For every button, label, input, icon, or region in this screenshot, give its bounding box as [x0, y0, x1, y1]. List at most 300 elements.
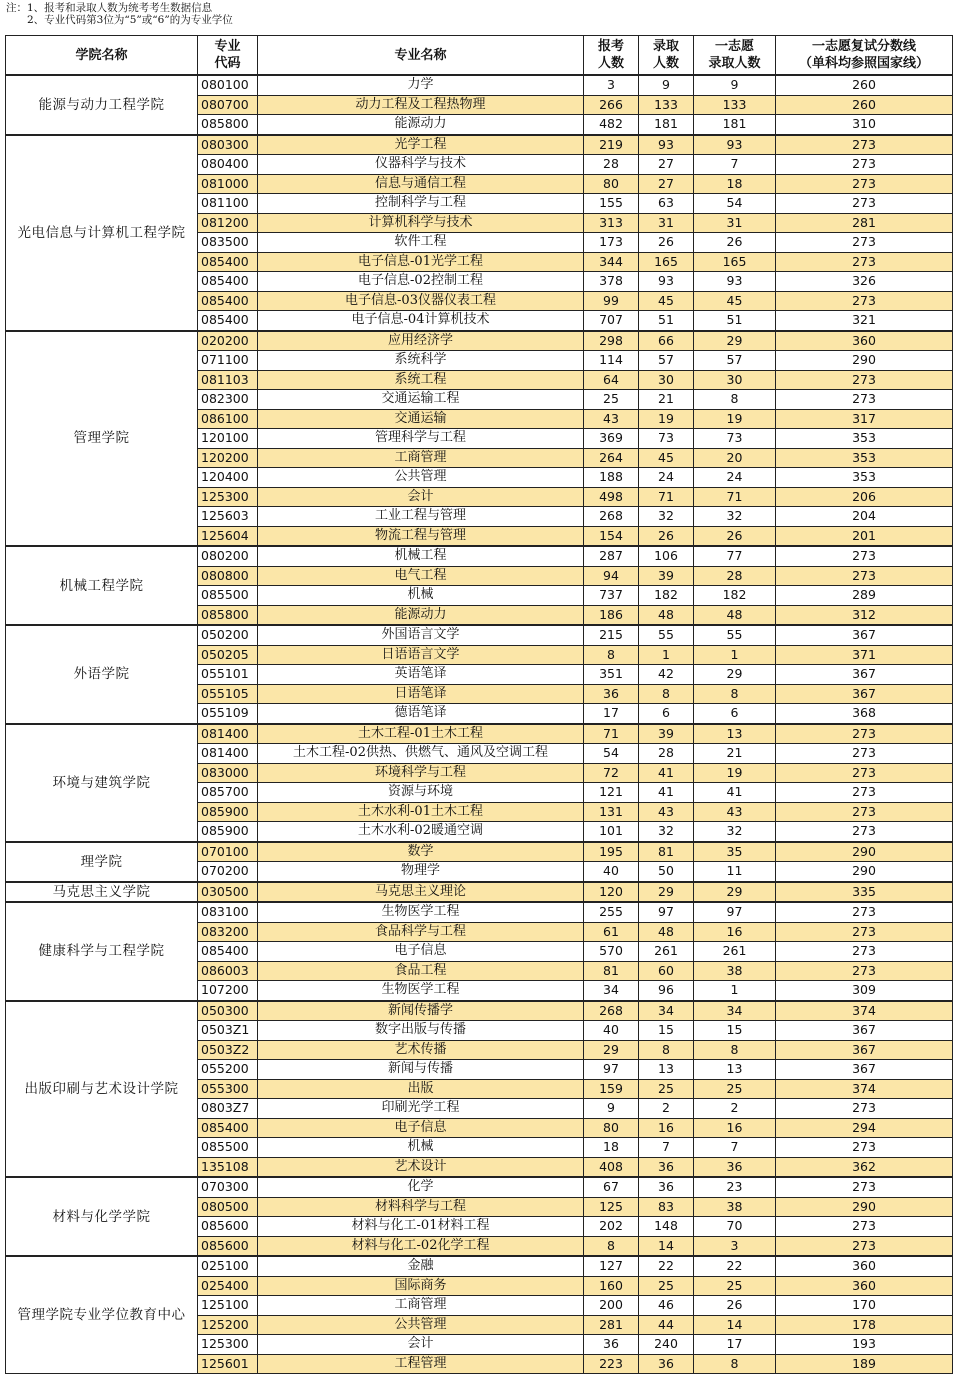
major-code: 055105: [198, 684, 258, 704]
admitted-count: 71: [639, 487, 694, 507]
admitted-count: 25: [639, 1276, 694, 1296]
admitted-count: 29: [639, 882, 694, 903]
major-code: 125200: [198, 1315, 258, 1335]
major-name: 金融: [258, 1256, 584, 1276]
first-choice-count: 8: [694, 1040, 776, 1060]
score-line: 371: [776, 645, 953, 665]
applicants-count: 266: [584, 95, 639, 115]
major-code: 085900: [198, 802, 258, 822]
admitted-count: 32: [639, 822, 694, 842]
score-line: 273: [776, 1177, 953, 1197]
major-name: 会计: [258, 487, 584, 507]
major-name: 电气工程: [258, 566, 584, 586]
score-line: 353: [776, 468, 953, 488]
admitted-count: 165: [639, 252, 694, 272]
table-row: [6, 1177, 953, 1197]
major-name: 应用经济学: [258, 331, 584, 351]
admitted-count: 240: [639, 1335, 694, 1355]
admitted-count: 73: [639, 429, 694, 449]
first-choice-count: 93: [694, 135, 776, 155]
first-choice-count: 34: [694, 1001, 776, 1021]
admitted-count: 60: [639, 961, 694, 981]
first-choice-count: 23: [694, 1177, 776, 1197]
major-name: 电子信息-02控制工程: [258, 272, 584, 292]
major-code: 083100: [198, 902, 258, 922]
admitted-count: 51: [639, 311, 694, 331]
major-code: 081400: [198, 744, 258, 764]
major-name: 公共管理: [258, 468, 584, 488]
major-name: 出版: [258, 1079, 584, 1099]
admitted-count: 261: [639, 942, 694, 962]
first-choice-count: 55: [694, 625, 776, 645]
major-name: 新闻与传播: [258, 1060, 584, 1080]
admitted-count: 96: [639, 981, 694, 1001]
major-code: 086100: [198, 409, 258, 429]
major-name: 英语笔译: [258, 665, 584, 685]
admitted-count: 27: [639, 155, 694, 175]
major-name: 印刷光学工程: [258, 1099, 584, 1119]
first-choice-count: 14: [694, 1315, 776, 1335]
score-line: 273: [776, 744, 953, 764]
applicants-count: 25: [584, 390, 639, 410]
admitted-count: 93: [639, 272, 694, 292]
college-name: 管理学院: [6, 331, 198, 547]
table-row: [6, 625, 953, 645]
admitted-count: 26: [639, 526, 694, 546]
first-choice-count: 24: [694, 468, 776, 488]
first-choice-count: 9: [694, 75, 776, 95]
score-line: 170: [776, 1296, 953, 1316]
applicants-count: 121: [584, 783, 639, 803]
major-code: 086003: [198, 961, 258, 981]
first-choice-count: 29: [694, 331, 776, 351]
applicants-count: 570: [584, 942, 639, 962]
major-name: 信息与通信工程: [258, 174, 584, 194]
first-choice-count: 43: [694, 802, 776, 822]
score-line: 312: [776, 605, 953, 625]
applicants-count: 67: [584, 1177, 639, 1197]
major-code: 085400: [198, 291, 258, 311]
first-choice-count: 19: [694, 763, 776, 783]
applicants-count: 94: [584, 566, 639, 586]
table-row: [6, 331, 953, 351]
score-line: 273: [776, 174, 953, 194]
admitted-count: 45: [639, 448, 694, 468]
applicants-count: 72: [584, 763, 639, 783]
first-choice-count: 57: [694, 351, 776, 371]
header-score-line: 一志愿复试分数线 （单科均参照国家线）: [776, 36, 953, 76]
applicants-count: 80: [584, 174, 639, 194]
major-name: 马克思主义理论: [258, 882, 584, 903]
admitted-count: 21: [639, 390, 694, 410]
score-line: 367: [776, 1060, 953, 1080]
admitted-count: 42: [639, 665, 694, 685]
college-name: 材料与化学学院: [6, 1177, 198, 1256]
table-row: [6, 135, 953, 155]
applicants-count: 264: [584, 448, 639, 468]
applicants-count: 186: [584, 605, 639, 625]
first-choice-count: 8: [694, 1354, 776, 1374]
first-choice-count: 6: [694, 704, 776, 724]
first-choice-count: 3: [694, 1236, 776, 1256]
admitted-count: 36: [639, 1157, 694, 1177]
first-choice-count: 29: [694, 665, 776, 685]
first-choice-count: 26: [694, 233, 776, 253]
applicants-count: 498: [584, 487, 639, 507]
applicants-count: 29: [584, 1040, 639, 1060]
applicants-count: 101: [584, 822, 639, 842]
college-name: 出版印刷与艺术设计学院: [6, 1001, 198, 1178]
applicants-count: 99: [584, 291, 639, 311]
major-code: 085900: [198, 822, 258, 842]
admitted-count: 46: [639, 1296, 694, 1316]
first-choice-count: 30: [694, 370, 776, 390]
admitted-count: 27: [639, 174, 694, 194]
score-line: 273: [776, 1099, 953, 1119]
major-code: 050200: [198, 625, 258, 645]
applicants-count: 61: [584, 922, 639, 942]
first-choice-count: 11: [694, 862, 776, 882]
score-line: 367: [776, 625, 953, 645]
admitted-count: 15: [639, 1021, 694, 1041]
first-choice-count: 38: [694, 1197, 776, 1217]
major-code: 0503Z2: [198, 1040, 258, 1060]
major-code: 082300: [198, 390, 258, 410]
first-choice-count: 19: [694, 409, 776, 429]
admitted-count: 63: [639, 194, 694, 214]
major-code: 120400: [198, 468, 258, 488]
major-code: 0503Z1: [198, 1021, 258, 1041]
applicants-count: 482: [584, 115, 639, 135]
major-code: 125100: [198, 1296, 258, 1316]
applicants-count: 36: [584, 1335, 639, 1355]
first-choice-count: 41: [694, 783, 776, 803]
major-name: 日语语言文学: [258, 645, 584, 665]
major-name: 电子信息: [258, 1118, 584, 1138]
first-choice-count: 13: [694, 724, 776, 744]
college-name: 环境与建筑学院: [6, 724, 198, 842]
first-choice-count: 38: [694, 961, 776, 981]
first-choice-count: 22: [694, 1256, 776, 1276]
score-line: 290: [776, 1197, 953, 1217]
first-choice-count: 261: [694, 942, 776, 962]
major-name: 控制科学与工程: [258, 194, 584, 214]
admitted-count: 31: [639, 213, 694, 233]
admitted-count: 13: [639, 1060, 694, 1080]
major-code: 085400: [198, 272, 258, 292]
applicants-count: 313: [584, 213, 639, 233]
applicants-count: 378: [584, 272, 639, 292]
major-code: 080800: [198, 566, 258, 586]
score-line: 273: [776, 942, 953, 962]
major-name: 艺术传播: [258, 1040, 584, 1060]
applicants-count: 351: [584, 665, 639, 685]
admitted-count: 8: [639, 684, 694, 704]
admitted-count: 6: [639, 704, 694, 724]
major-code: 080200: [198, 546, 258, 566]
major-name: 电子信息-04计算机技术: [258, 311, 584, 331]
major-name: 交通运输工程: [258, 390, 584, 410]
major-code: 081000: [198, 174, 258, 194]
applicants-count: 737: [584, 586, 639, 606]
major-code: 055109: [198, 704, 258, 724]
score-line: 273: [776, 291, 953, 311]
applicants-count: 369: [584, 429, 639, 449]
applicants-count: 219: [584, 135, 639, 155]
major-name: 艺术设计: [258, 1157, 584, 1177]
major-code: 125300: [198, 487, 258, 507]
admitted-count: 182: [639, 586, 694, 606]
table-row: [6, 882, 953, 903]
major-name: 能源动力: [258, 605, 584, 625]
applicants-count: 154: [584, 526, 639, 546]
major-name: 计算机科学与技术: [258, 213, 584, 233]
admitted-count: 43: [639, 802, 694, 822]
major-name: 力学: [258, 75, 584, 95]
header-row: [6, 36, 953, 76]
first-choice-count: 18: [694, 174, 776, 194]
college-name: 健康科学与工程学院: [6, 902, 198, 1001]
table-row: [6, 724, 953, 744]
first-choice-count: 8: [694, 684, 776, 704]
applicants-count: 9: [584, 1099, 639, 1119]
score-line: 368: [776, 704, 953, 724]
first-choice-count: 77: [694, 546, 776, 566]
major-name: 电子信息-01光学工程: [258, 252, 584, 272]
major-code: 080400: [198, 155, 258, 175]
major-name: 生物医学工程: [258, 902, 584, 922]
applicants-count: 127: [584, 1256, 639, 1276]
table-row: [6, 842, 953, 862]
admitted-count: 181: [639, 115, 694, 135]
major-name: 会计: [258, 1335, 584, 1355]
score-line: 273: [776, 370, 953, 390]
first-choice-count: 36: [694, 1157, 776, 1177]
score-line: 367: [776, 1021, 953, 1041]
applicants-count: 287: [584, 546, 639, 566]
score-line: 362: [776, 1157, 953, 1177]
score-line: 360: [776, 331, 953, 351]
applicants-count: 28: [584, 155, 639, 175]
score-line: 374: [776, 1001, 953, 1021]
applicants-count: 215: [584, 625, 639, 645]
applicants-count: 159: [584, 1079, 639, 1099]
note-line-1: 注：1、报考和录取人数为统考考生数据信息: [6, 2, 213, 14]
applicants-count: 80: [584, 1118, 639, 1138]
major-code: 055200: [198, 1060, 258, 1080]
applicants-count: 255: [584, 902, 639, 922]
college-name: 能源与动力工程学院: [6, 75, 198, 135]
first-choice-count: 32: [694, 507, 776, 527]
major-code: 125601: [198, 1354, 258, 1374]
admitted-count: 83: [639, 1197, 694, 1217]
applicants-count: 188: [584, 468, 639, 488]
major-code: 083200: [198, 922, 258, 942]
major-code: 081100: [198, 194, 258, 214]
major-code: 085500: [198, 586, 258, 606]
admissions-table: [5, 35, 953, 1374]
first-choice-count: 29: [694, 882, 776, 903]
score-line: 289: [776, 586, 953, 606]
first-choice-count: 31: [694, 213, 776, 233]
admitted-count: 26: [639, 233, 694, 253]
score-line: 367: [776, 1040, 953, 1060]
first-choice-count: 182: [694, 586, 776, 606]
major-name: 土木工程-02供热、供燃气、通风及空调工程: [258, 744, 584, 764]
score-line: 273: [776, 802, 953, 822]
applicants-count: 131: [584, 802, 639, 822]
major-name: 电子信息: [258, 942, 584, 962]
score-line: 273: [776, 922, 953, 942]
score-line: 309: [776, 981, 953, 1001]
first-choice-count: 2: [694, 1099, 776, 1119]
admitted-count: 39: [639, 724, 694, 744]
admitted-count: 9: [639, 75, 694, 95]
header-admitted: 录取 人数: [639, 36, 694, 76]
score-line: 201: [776, 526, 953, 546]
major-name: 外国语言文学: [258, 625, 584, 645]
major-name: 机械: [258, 586, 584, 606]
major-name: 光学工程: [258, 135, 584, 155]
first-choice-count: 70: [694, 1217, 776, 1237]
score-line: 273: [776, 194, 953, 214]
major-code: 070300: [198, 1177, 258, 1197]
major-code: 083000: [198, 763, 258, 783]
major-code: 085600: [198, 1236, 258, 1256]
score-line: 204: [776, 507, 953, 527]
major-name: 机械工程: [258, 546, 584, 566]
first-choice-count: 35: [694, 842, 776, 862]
first-choice-count: 181: [694, 115, 776, 135]
major-code: 070200: [198, 862, 258, 882]
applicants-count: 81: [584, 961, 639, 981]
admitted-count: 1: [639, 645, 694, 665]
first-choice-count: 1: [694, 981, 776, 1001]
admitted-count: 34: [639, 1001, 694, 1021]
applicants-count: 97: [584, 1060, 639, 1080]
admitted-count: 19: [639, 409, 694, 429]
score-line: 273: [776, 252, 953, 272]
admitted-count: 66: [639, 331, 694, 351]
major-code: 080700: [198, 95, 258, 115]
first-choice-count: 20: [694, 448, 776, 468]
first-choice-count: 17: [694, 1335, 776, 1355]
applicants-count: 344: [584, 252, 639, 272]
score-line: 290: [776, 862, 953, 882]
major-code: 120100: [198, 429, 258, 449]
score-line: 273: [776, 724, 953, 744]
admitted-count: 48: [639, 922, 694, 942]
major-name: 工商管理: [258, 448, 584, 468]
admitted-count: 55: [639, 625, 694, 645]
college-name: 机械工程学院: [6, 546, 198, 625]
first-choice-count: 73: [694, 429, 776, 449]
major-code: 0803Z7: [198, 1099, 258, 1119]
note-line-2: 2、专业代码第3位为“5”或“6”的为专业学位: [6, 14, 233, 26]
score-line: 353: [776, 429, 953, 449]
major-code: 081400: [198, 724, 258, 744]
first-choice-count: 32: [694, 822, 776, 842]
score-line: 353: [776, 448, 953, 468]
score-line: 321: [776, 311, 953, 331]
admitted-count: 32: [639, 507, 694, 527]
score-line: 273: [776, 566, 953, 586]
admitted-count: 81: [639, 842, 694, 862]
score-line: 273: [776, 233, 953, 253]
major-name: 环境科学与工程: [258, 763, 584, 783]
score-line: 273: [776, 1138, 953, 1158]
score-line: 189: [776, 1354, 953, 1374]
score-line: 193: [776, 1335, 953, 1355]
major-code: 085400: [198, 1118, 258, 1138]
header-major: 专业名称: [258, 36, 584, 76]
score-line: 273: [776, 390, 953, 410]
score-line: 335: [776, 882, 953, 903]
first-choice-count: 21: [694, 744, 776, 764]
score-line: 360: [776, 1256, 953, 1276]
major-code: 025100: [198, 1256, 258, 1276]
major-code: 083500: [198, 233, 258, 253]
major-name: 土木工程-01土木工程: [258, 724, 584, 744]
major-name: 德语笔译: [258, 704, 584, 724]
applicants-count: 3: [584, 75, 639, 95]
major-name: 日语笔译: [258, 684, 584, 704]
major-code: 125300: [198, 1335, 258, 1355]
major-code: 085400: [198, 311, 258, 331]
applicants-count: 8: [584, 645, 639, 665]
major-code: 085500: [198, 1138, 258, 1158]
admitted-count: 2: [639, 1099, 694, 1119]
major-name: 系统科学: [258, 351, 584, 371]
applicants-count: 707: [584, 311, 639, 331]
first-choice-count: 16: [694, 922, 776, 942]
table-row: [6, 546, 953, 566]
major-name: 食品科学与工程: [258, 922, 584, 942]
applicants-count: 17: [584, 704, 639, 724]
applicants-count: 408: [584, 1157, 639, 1177]
applicants-count: 125: [584, 1197, 639, 1217]
applicants-count: 268: [584, 507, 639, 527]
major-code: 070100: [198, 842, 258, 862]
major-name: 动力工程及工程热物理: [258, 95, 584, 115]
score-line: 260: [776, 95, 953, 115]
header-college: 学院名称: [6, 36, 198, 76]
score-line: 273: [776, 961, 953, 981]
college-name: 管理学院专业学位教育中心: [6, 1256, 198, 1374]
header-applicants: 报考 人数: [584, 36, 639, 76]
major-name: 资源与环境: [258, 783, 584, 803]
major-name: 电子信息-03仪器仪表工程: [258, 291, 584, 311]
score-line: 273: [776, 783, 953, 803]
first-choice-count: 26: [694, 526, 776, 546]
admitted-count: 106: [639, 546, 694, 566]
score-line: 360: [776, 1276, 953, 1296]
applicants-count: 34: [584, 981, 639, 1001]
applicants-count: 43: [584, 409, 639, 429]
major-code: 085800: [198, 115, 258, 135]
first-choice-count: 71: [694, 487, 776, 507]
major-code: 050300: [198, 1001, 258, 1021]
major-code: 080300: [198, 135, 258, 155]
applicants-count: 298: [584, 331, 639, 351]
major-code: 020200: [198, 331, 258, 351]
major-name: 数学: [258, 842, 584, 862]
admitted-count: 41: [639, 783, 694, 803]
major-code: 030500: [198, 882, 258, 903]
applicants-count: 114: [584, 351, 639, 371]
header-first-choice: 一志愿 录取人数: [694, 36, 776, 76]
first-choice-count: 13: [694, 1060, 776, 1080]
